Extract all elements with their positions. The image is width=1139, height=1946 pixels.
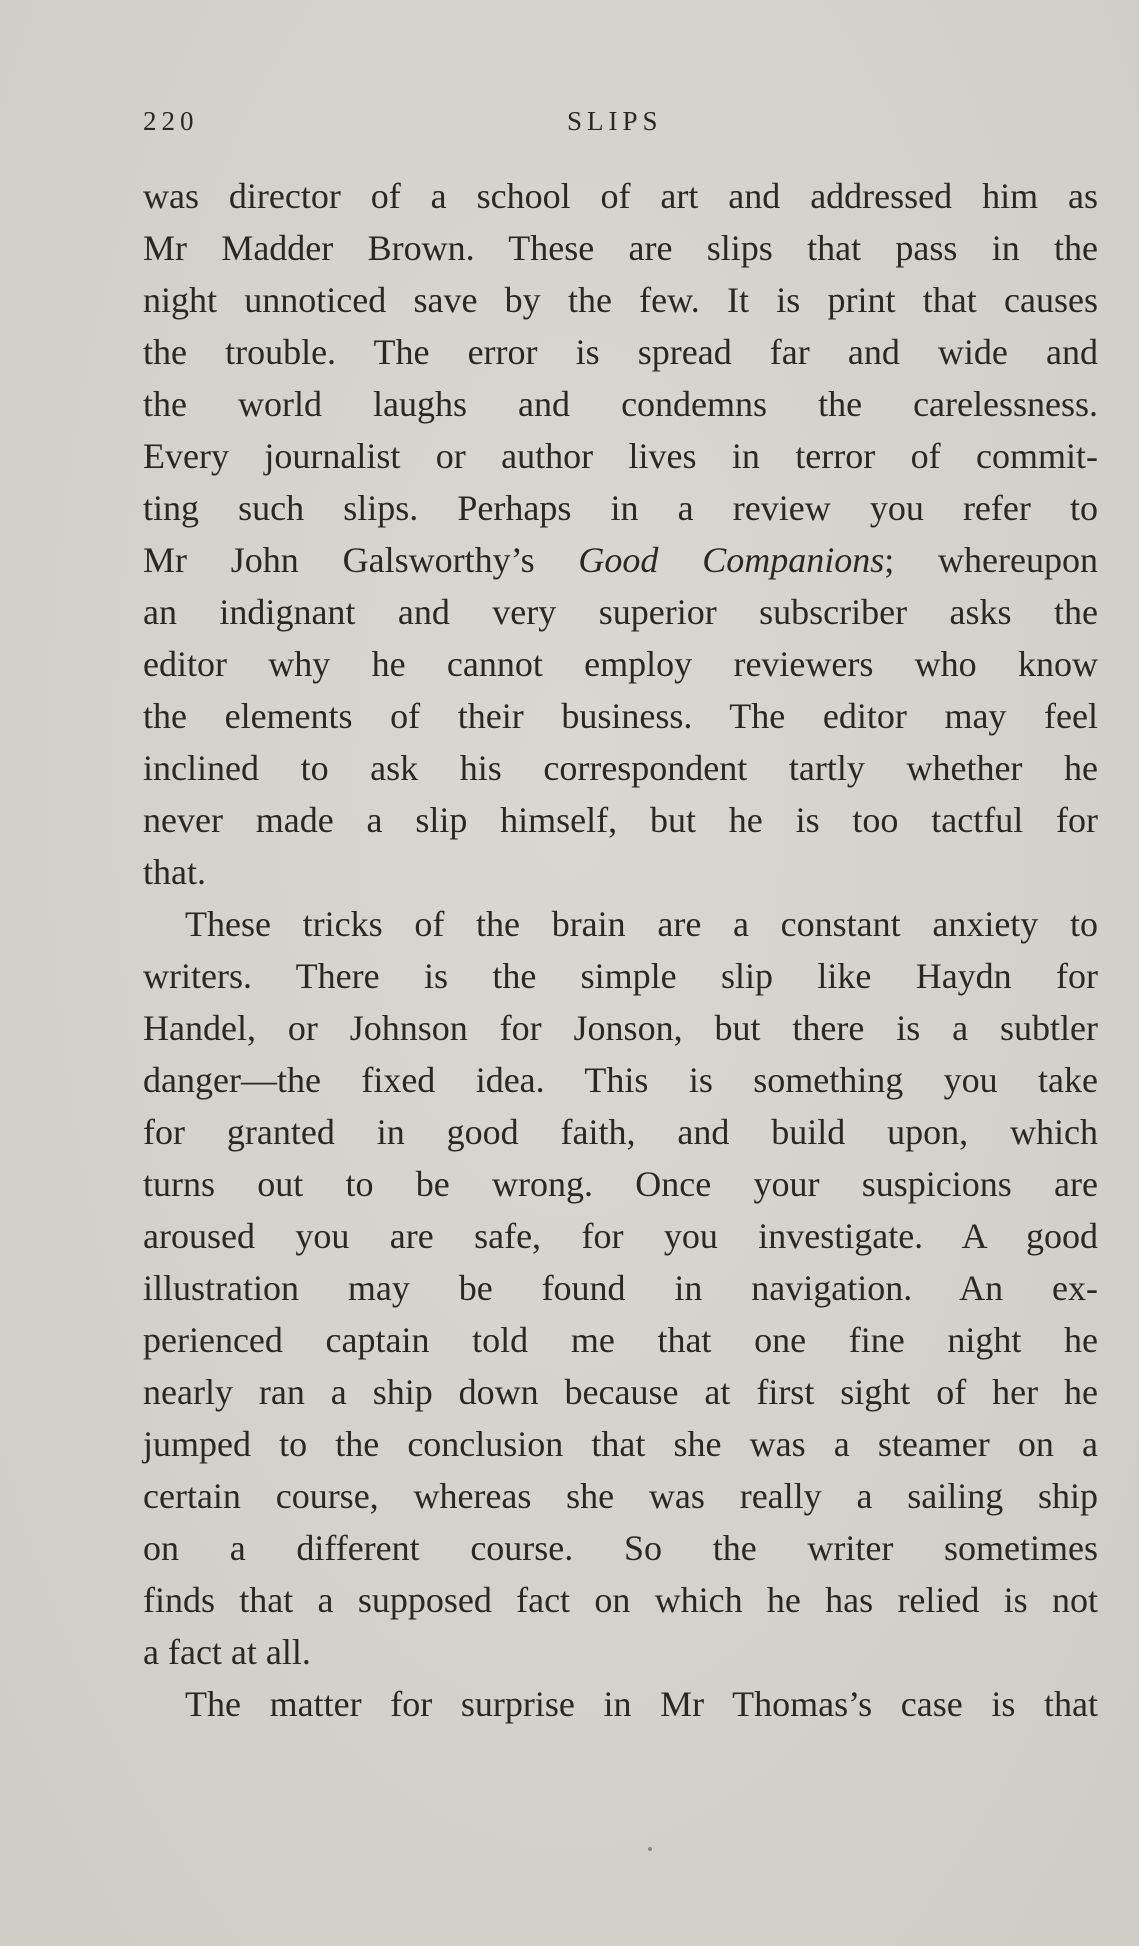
text-line: jumped to the conclusion that she was a steamer on a	[143, 1424, 1098, 1464]
paragraph-start-line: These tricks of the brain are a constant anxiety to	[185, 904, 1098, 944]
text-line: was director of a school of art and addressed him as	[143, 176, 1098, 216]
text-line: writers. There is the simple slip like Haydn for	[143, 956, 1098, 996]
text-line: perienced captain told me that one fine night he	[143, 1320, 1098, 1360]
text-line: the elements of their business. The editor may feel	[143, 696, 1098, 736]
page-number: 220	[143, 106, 199, 136]
text-line: danger—the fixed idea. This is something you take	[143, 1060, 1098, 1100]
text-line: Mr Madder Brown. These are slips that pass in the	[143, 228, 1098, 268]
text-segment: ; whereupon	[884, 540, 1098, 580]
text-line: inclined to ask his correspondent tartly whether he	[143, 748, 1098, 788]
text-segment: Mr John Galsworthy’s	[143, 540, 535, 580]
text-line: ting such slips. Perhaps in a review you refer to	[143, 488, 1098, 528]
running-head	[143, 106, 1098, 146]
text-line: Handel, or Johnson for Jonson, but there is a subtler	[143, 1008, 1098, 1048]
paper-speck	[648, 1847, 652, 1851]
text-line: the world laughs and condemns the carelessness.	[143, 384, 1098, 424]
paragraph-start-line: The matter for surprise in Mr Thomas’s case is that	[185, 1684, 1098, 1724]
text-line: nearly ran a ship down because at first sight of her he	[143, 1372, 1098, 1412]
text-line-with-title	[143, 534, 1098, 586]
text-line: for granted in good faith, and build upon, which	[143, 1112, 1098, 1152]
text-line: editor why he cannot employ reviewers who know	[143, 644, 1098, 684]
body-text	[143, 170, 1098, 1730]
running-title: SLIPS	[567, 106, 663, 136]
text-line: never made a slip himself, but he is too tactful for	[143, 800, 1098, 840]
text-line: turns out to be wrong. Once your suspicions are	[143, 1164, 1098, 1204]
text-line: on a different course. So the writer sometimes	[143, 1528, 1098, 1568]
text-line: an indignant and very superior subscriber asks the	[143, 592, 1098, 632]
text-line: finds that a supposed fact on which he has relied is not	[143, 1580, 1098, 1620]
text-line: illustration may be found in navigation. An ex-	[143, 1268, 1098, 1308]
text-line: certain course, whereas she was really a sailing ship	[143, 1476, 1098, 1516]
text-line: aroused you are safe, for you investigate. A good	[143, 1216, 1098, 1256]
text-line: that.	[143, 852, 206, 892]
book-title-italic: Good Companions	[578, 540, 885, 580]
text-line: the trouble. The error is spread far and wide and	[143, 332, 1098, 372]
text-line: Every journalist or author lives in terror of commit-	[143, 436, 1098, 476]
text-line: night unnoticed save by the few. It is print that causes	[143, 280, 1098, 320]
text-line: a fact at all.	[143, 1632, 311, 1672]
